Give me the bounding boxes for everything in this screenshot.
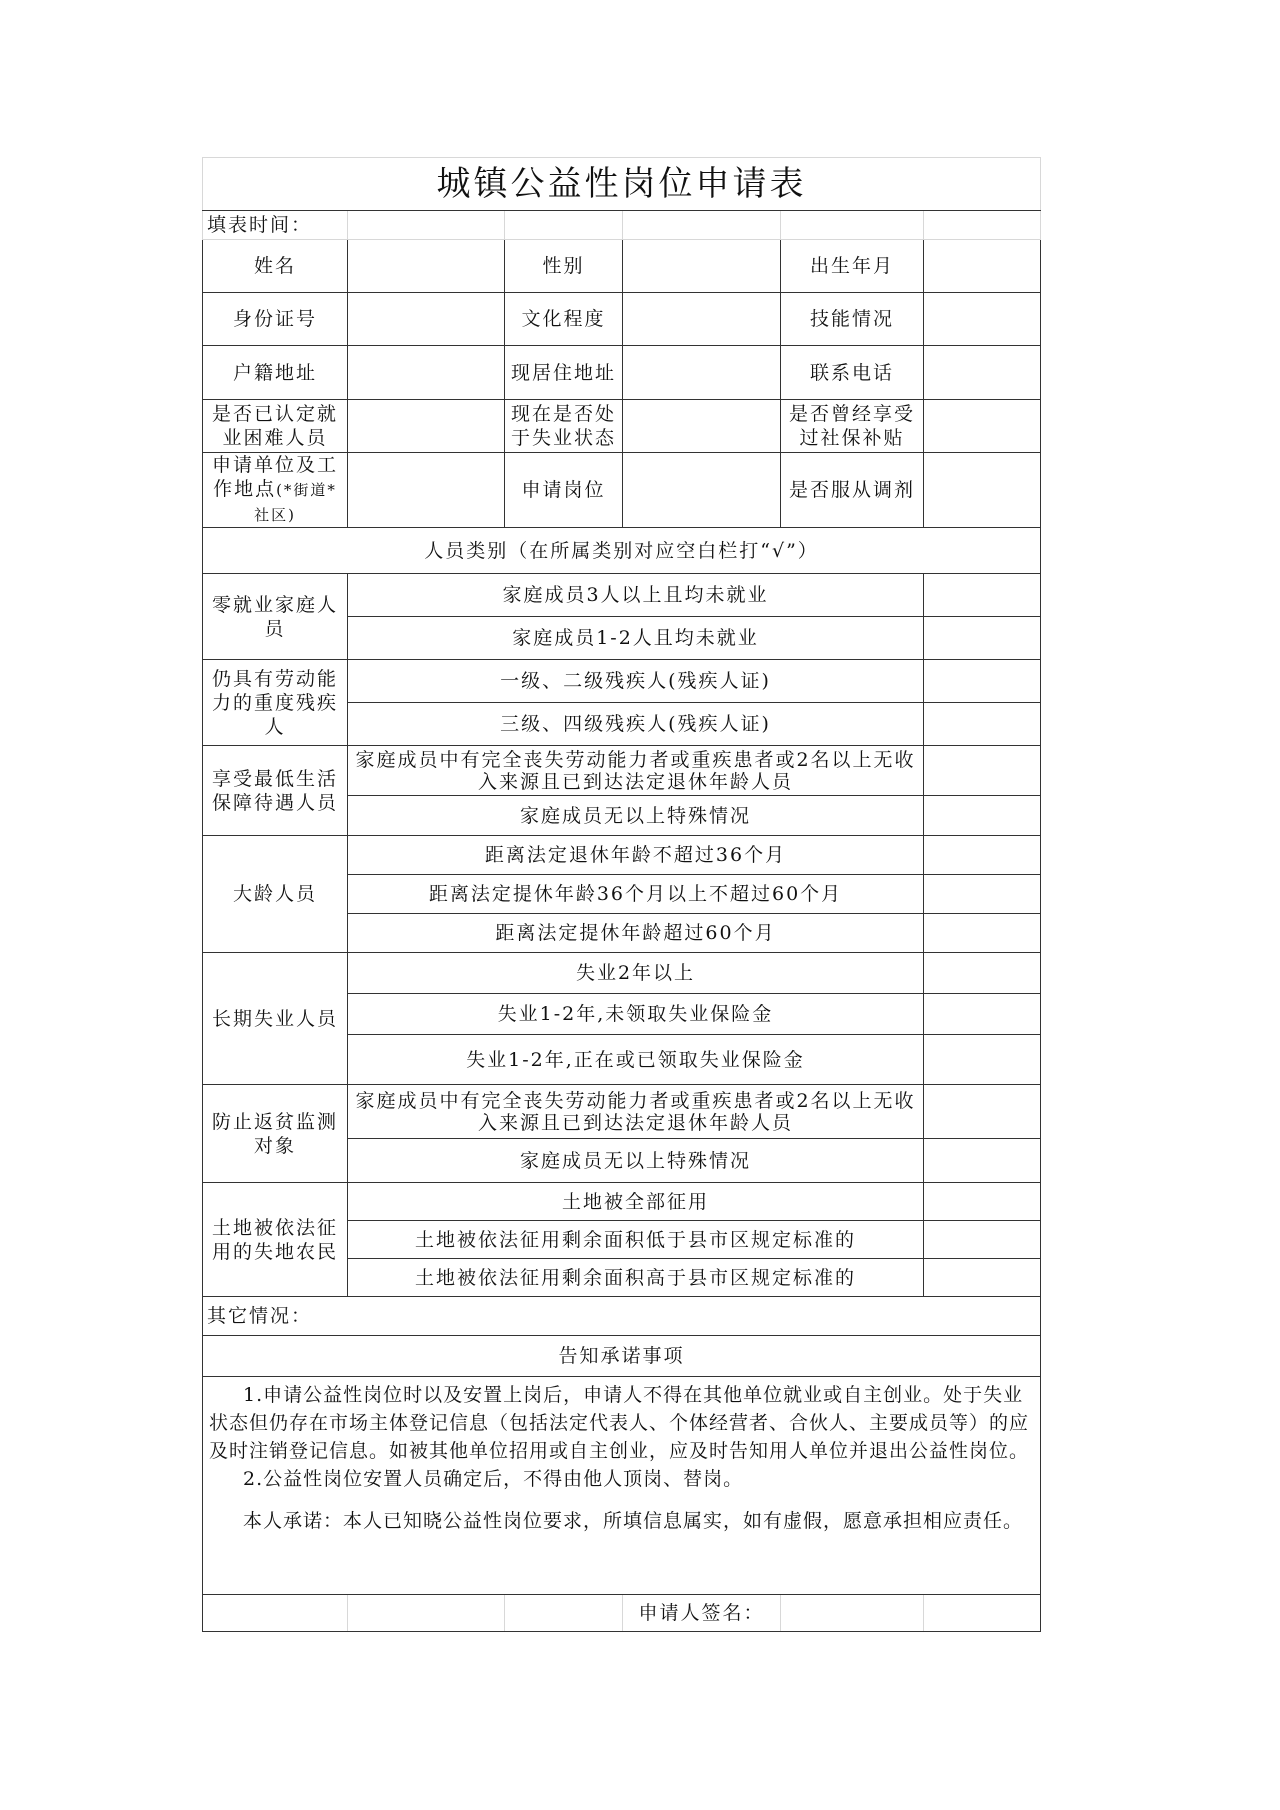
- unit-label-note: (*街道*社区): [254, 481, 337, 524]
- category-header: 人员类别（在所属类别对应空白栏打“√”）: [203, 528, 1041, 574]
- category-option: 距离法定提休年龄超过60个月: [348, 914, 924, 953]
- category-elder-label: 大龄人员: [203, 836, 348, 953]
- position-input[interactable]: [623, 453, 781, 528]
- category-option: 三级、四级残疾人(残疾人证): [348, 703, 924, 746]
- name-input[interactable]: [348, 240, 505, 293]
- category-option: 家庭成员1-2人且均未就业: [348, 617, 924, 660]
- category-option: 家庭成员中有完全丧失劳动能力者或重疾患者或2名以上无收入来源且已到达法定退休年龄人员: [348, 1085, 924, 1139]
- id-number-label: 身份证号: [203, 293, 348, 346]
- category-option: 家庭成员中有完全丧失劳动能力者或重疾患者或2名以上无收入来源且已到达法定退休年龄人员: [348, 746, 924, 796]
- gender-label: 性别: [505, 240, 623, 293]
- hukou-input[interactable]: [348, 346, 505, 400]
- difficulty-input[interactable]: [348, 400, 505, 453]
- category-checkbox[interactable]: [924, 746, 1041, 796]
- category-option: 失业2年以上: [348, 953, 924, 994]
- unit-label: [203, 453, 348, 528]
- birth-label: 出生年月: [781, 240, 924, 293]
- subsidy-input[interactable]: [924, 400, 1041, 453]
- form-table: [202, 157, 1041, 1632]
- subsidy-label: 是否曾经享受过社保补贴: [781, 400, 924, 453]
- gender-input[interactable]: [623, 240, 781, 293]
- category-checkbox[interactable]: [924, 836, 1041, 875]
- reassign-input[interactable]: [924, 453, 1041, 528]
- unit-input[interactable]: [348, 453, 505, 528]
- category-disabled-label: 仍具有劳动能力的重度残疾人: [203, 660, 348, 746]
- form-title: 城镇公益性岗位申请表: [203, 158, 1041, 211]
- signature-input[interactable]: [781, 1595, 924, 1632]
- category-option: 家庭成员3人以上且均未就业: [348, 574, 924, 617]
- category-checkbox[interactable]: [924, 1085, 1041, 1139]
- education-input[interactable]: [623, 293, 781, 346]
- category-poverty-label: 防止返贫监测对象: [203, 1085, 348, 1183]
- hukou-label: 户籍地址: [203, 346, 348, 400]
- category-checkbox[interactable]: [924, 914, 1041, 953]
- category-option: 土地被依法征用剩余面积低于县市区规定标准的: [348, 1221, 924, 1259]
- id-number-input[interactable]: [348, 293, 505, 346]
- position-label: 申请岗位: [505, 453, 623, 528]
- unemployed-input[interactable]: [623, 400, 781, 453]
- category-checkbox[interactable]: [924, 574, 1041, 617]
- reassign-label: 是否服从调剂: [781, 453, 924, 528]
- category-longterm-label: 长期失业人员: [203, 953, 348, 1085]
- category-checkbox[interactable]: [924, 796, 1041, 836]
- category-option: 距离法定提休年龄36个月以上不超过60个月: [348, 875, 924, 914]
- skills-input[interactable]: [924, 293, 1041, 346]
- category-checkbox[interactable]: [924, 1259, 1041, 1297]
- signature-label: 申请人签名：: [623, 1595, 781, 1632]
- promise-text: 本人承诺：本人已知晓公益性岗位要求，所填信息属实，如有虚假，愿意承担相应责任。: [243, 1510, 1024, 1532]
- unemployed-label: 现在是否处于失业状态: [505, 400, 623, 453]
- category-checkbox[interactable]: [924, 994, 1041, 1035]
- category-option: 土地被全部征用: [348, 1183, 924, 1221]
- phone-input[interactable]: [924, 346, 1041, 400]
- residence-label: 现居住地址: [505, 346, 623, 400]
- notice-body: [203, 1377, 1041, 1595]
- fill-time-label: 填表时间：: [203, 211, 348, 240]
- education-label: 文化程度: [505, 293, 623, 346]
- notice-paragraph-1: 1.申请公益性岗位时以及安置上岗后，申请人不得在其他单位就业或自主创业。处于失业状态但仍存在市场主体登记信息（包括法定代表人、个体经营者、合伙人、主要成员等）的应及时注销登记信息。如被其他单位招用或自主创业，应及时告知用人单位并退出公益性岗位。: [209, 1384, 1030, 1462]
- category-option: 失业1-2年,正在或已领取失业保险金: [348, 1035, 924, 1085]
- category-checkbox[interactable]: [924, 953, 1041, 994]
- unit-label-main: 申请单位及工作地点: [211, 454, 338, 500]
- notice-paragraph-2: 2.公益性岗位安置人员确定后，不得由他人顶岗、替岗。: [243, 1468, 744, 1490]
- residence-input[interactable]: [623, 346, 781, 400]
- category-option: 距离法定退休年龄不超过36个月: [348, 836, 924, 875]
- application-form: [202, 157, 1040, 1632]
- category-dibao-label: 享受最低生活保障待遇人员: [203, 746, 348, 836]
- notice-heading: 告知承诺事项: [203, 1336, 1041, 1377]
- category-checkbox[interactable]: [924, 875, 1041, 914]
- category-option: 家庭成员无以上特殊情况: [348, 1139, 924, 1183]
- category-checkbox[interactable]: [924, 1183, 1041, 1221]
- other-situation[interactable]: 其它情况：: [203, 1297, 1041, 1336]
- category-checkbox[interactable]: [924, 703, 1041, 746]
- skills-label: 技能情况: [781, 293, 924, 346]
- category-checkbox[interactable]: [924, 617, 1041, 660]
- birth-input[interactable]: [924, 240, 1041, 293]
- difficulty-label: 是否已认定就业困难人员: [203, 400, 348, 453]
- category-checkbox[interactable]: [924, 1221, 1041, 1259]
- category-land-label: 土地被依法征用的失地农民: [203, 1183, 348, 1297]
- phone-label: 联系电话: [781, 346, 924, 400]
- category-option: 家庭成员无以上特殊情况: [348, 796, 924, 836]
- category-option: 失业1-2年,未领取失业保险金: [348, 994, 924, 1035]
- category-checkbox[interactable]: [924, 1035, 1041, 1085]
- category-option: 土地被依法征用剩余面积高于县市区规定标准的: [348, 1259, 924, 1297]
- fill-time-input[interactable]: [348, 211, 505, 240]
- name-label: 姓名: [203, 240, 348, 293]
- category-checkbox[interactable]: [924, 660, 1041, 703]
- category-checkbox[interactable]: [924, 1139, 1041, 1183]
- category-zero-label: 零就业家庭人员: [203, 574, 348, 660]
- category-option: 一级、二级残疾人(残疾人证): [348, 660, 924, 703]
